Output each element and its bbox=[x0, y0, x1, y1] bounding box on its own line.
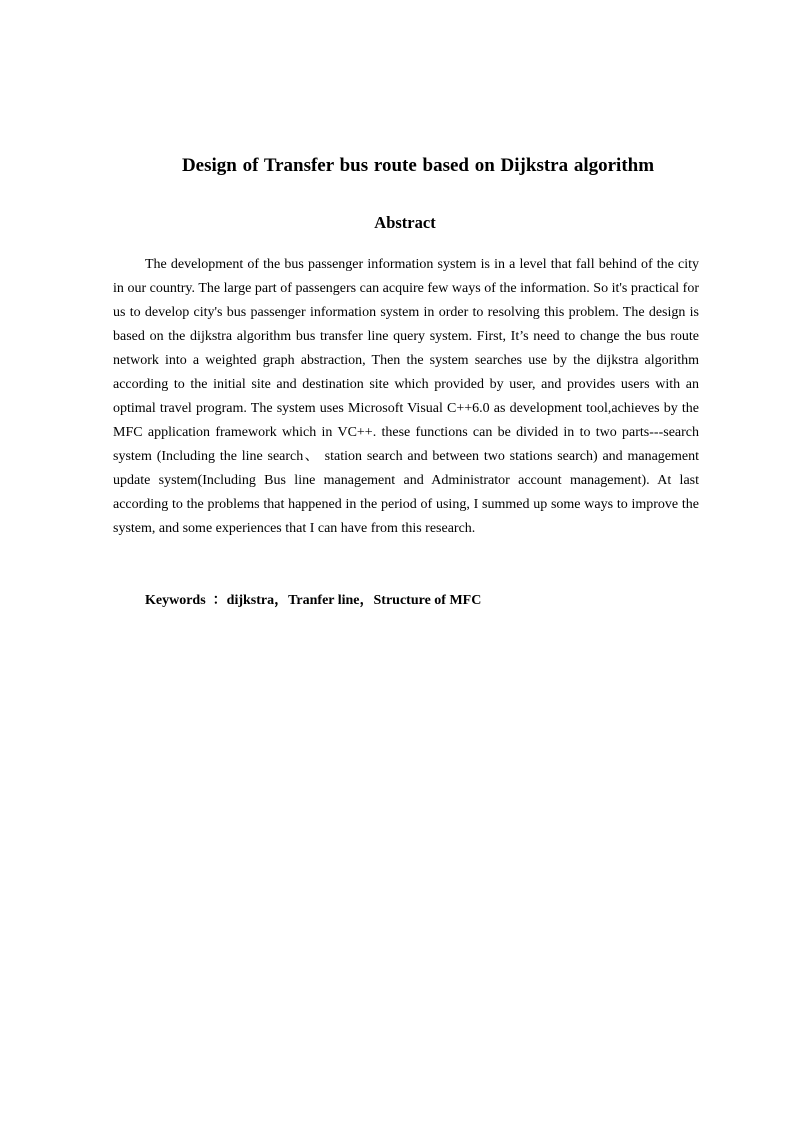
abstract-heading: Abstract bbox=[374, 213, 436, 232]
keywords-line: Keywords ：dijkstra，Tranfer line，Structure of MFC bbox=[145, 593, 482, 608]
document-title: Design of Transfer bus route based on Dijkstra algorithm bbox=[181, 155, 655, 176]
abstract-paragraph: The development of the bus passenger information system is in a level that fall behind of the city in our country. The large part of passengers can acquire few ways of the information. So it's practical for us to develop city's bus passenger information system in order to resolving this problem. The design is based on the dijkstra algorithm bus transfer line query system. First, It’s need to change the bus route network into a weighted graph abstraction, Then the system searches use by the dijkstra algorithm according to the initial site and destination site which provided by user, and provides users with an optimal travel program. The system uses Microsoft Visual C++6.0 as development tool,achieves by the MFC application framework which in VC++. these functions can be divided in to two parts---search system (Including the line search、 station search and between two stations search) and management update system(Including Bus line management and Administrator account management). At last according to the problems that happened in the period of using, I summed up some ways to improve the system, and some experiences that I can have from this research. bbox=[113, 257, 699, 536]
